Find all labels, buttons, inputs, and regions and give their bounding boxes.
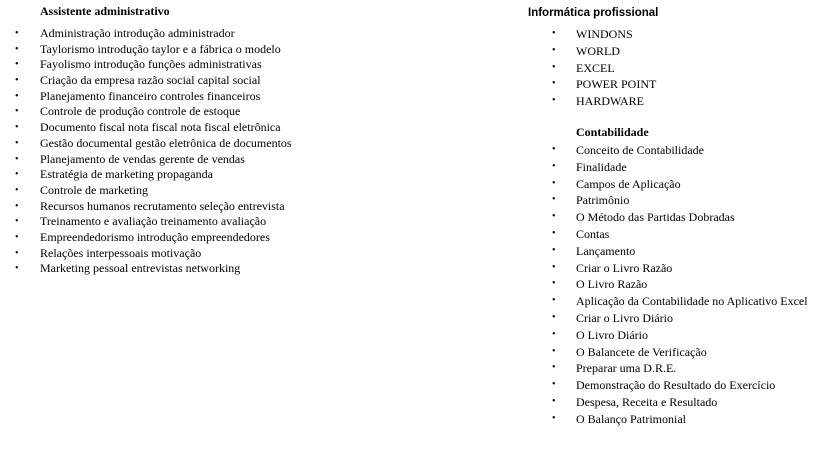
list-item	[528, 76, 656, 93]
list-item-text: Fayolismo introdução funções administrativas	[40, 57, 262, 72]
bullet-icon: •	[552, 311, 556, 323]
list-item-text: Contas	[576, 226, 610, 241]
bullet-icon: •	[15, 28, 19, 39]
bullet-icon: •	[15, 231, 19, 243]
list-item	[528, 192, 808, 209]
section-heading-contabilidade: Contabilidade	[576, 125, 649, 139]
list-item-text: Conceito de Contabilidade	[576, 143, 704, 157]
list-item	[0, 104, 292, 120]
list-item	[0, 230, 292, 246]
list-item	[0, 199, 292, 215]
list-item	[528, 360, 808, 377]
list-item-text: O Método das Partidas Dobradas	[576, 210, 735, 225]
list-item	[528, 209, 808, 226]
list-item-text: Administração introdução administrador	[40, 26, 235, 40]
contabilidade-list	[528, 142, 808, 428]
list-item-text: Controle de produção controle de estoque	[40, 104, 241, 119]
list-item	[528, 276, 808, 293]
list-item	[0, 42, 292, 58]
bullet-icon: •	[552, 362, 556, 374]
list-item-text: Criar o Livro Razão	[576, 260, 673, 275]
bullet-icon: •	[552, 78, 556, 90]
list-item	[528, 327, 808, 344]
bullet-icon: •	[15, 75, 19, 87]
list-item-text: Demonstração do Resultado do Exercício	[576, 378, 776, 393]
list-item-text: Treinamento e avaliação treinamento avaliação	[40, 214, 267, 229]
list-item	[0, 57, 292, 73]
bullet-icon: •	[15, 247, 19, 259]
bullet-icon: •	[15, 263, 19, 275]
list-item-text: Empreendedorismo introdução empreendedores	[40, 229, 270, 244]
list-item	[528, 93, 656, 110]
bullet-icon: •	[552, 44, 556, 56]
list-item	[0, 167, 292, 183]
list-item	[528, 293, 808, 310]
list-item-text: Aplicação da Contabilidade no Aplicativo Excel	[576, 294, 808, 309]
list-item	[0, 152, 292, 168]
bullet-icon: •	[552, 345, 556, 357]
bullet-icon: •	[552, 261, 556, 273]
list-item-text: Finalidade	[576, 159, 627, 174]
bullet-icon: •	[15, 169, 19, 181]
bullet-icon: •	[552, 395, 556, 407]
bullet-icon: •	[552, 177, 556, 189]
bullet-icon: •	[552, 144, 556, 155]
list-item	[528, 43, 656, 60]
bullet-icon: •	[15, 90, 19, 102]
list-item	[0, 214, 292, 230]
list-item	[0, 26, 292, 42]
bullet-icon: •	[15, 122, 19, 134]
list-item	[528, 243, 808, 260]
bullet-icon: •	[552, 211, 556, 223]
list-item-text: Gestão documental gestão eletrônica de documentos	[40, 135, 292, 150]
list-item	[528, 142, 808, 159]
bullet-icon: •	[15, 137, 19, 149]
list-item	[0, 246, 292, 262]
list-item-text: Criação da empresa razão social capital social	[40, 73, 261, 88]
list-item-text: Preparar uma D.R.E.	[576, 361, 677, 376]
list-item-text: Taylorismo introdução taylor e a fábrica o modelo	[40, 41, 281, 56]
list-item	[0, 261, 292, 277]
bullet-icon: •	[552, 278, 556, 290]
list-item-text: Controle de marketing	[40, 182, 148, 197]
list-item-text: Patrimônio	[576, 193, 630, 208]
list-item-text: O Balancete de Verificação	[576, 344, 707, 359]
bullet-icon: •	[15, 43, 19, 55]
list-item-text: Recursos humanos recrutamento seleção entrevista	[40, 198, 285, 213]
list-item-text: Lançamento	[576, 243, 636, 258]
assistente-list	[0, 26, 292, 277]
list-item	[528, 159, 808, 176]
list-item	[528, 377, 808, 394]
bullet-icon: •	[15, 153, 19, 165]
list-item-text: O Livro Razão	[576, 277, 648, 292]
list-item-text: Planejamento de vendas gerente de vendas	[40, 151, 245, 166]
list-item-text: Planejamento financeiro controles financeiros	[40, 88, 261, 103]
list-item	[528, 411, 808, 428]
list-item-text: Documento fiscal nota fiscal nota fiscal eletrônica	[40, 120, 281, 135]
list-item-text: Estratégia de marketing propaganda	[40, 167, 213, 182]
list-item-text: EXCEL	[576, 60, 615, 75]
list-item-text: POWER POINT	[576, 77, 657, 92]
list-item	[0, 89, 292, 105]
bullet-icon: •	[552, 295, 556, 307]
bullet-icon: •	[15, 200, 19, 212]
bullet-icon: •	[552, 61, 556, 73]
list-item	[528, 310, 808, 327]
list-item-text: Criar o Livro Diário	[576, 310, 673, 325]
list-item-text: O Balanço Patrimonial	[576, 411, 686, 426]
bullet-icon: •	[552, 379, 556, 391]
bullet-icon: •	[552, 194, 556, 206]
list-item	[0, 136, 292, 152]
list-item	[528, 226, 808, 243]
list-item	[528, 26, 656, 43]
list-item-text: Marketing pessoal entrevistas networking	[40, 261, 241, 276]
bullet-icon: •	[15, 106, 19, 118]
list-item-text: Despesa, Receita e Resultado	[576, 394, 718, 409]
bullet-icon: •	[552, 28, 556, 39]
list-item-text: HARDWARE	[576, 94, 644, 109]
bullet-icon: •	[552, 160, 556, 172]
list-item-text: WORLD	[576, 43, 620, 58]
bullet-icon: •	[15, 184, 19, 196]
list-item-text: Campos de Aplicação	[576, 176, 681, 191]
bullet-icon: •	[552, 244, 556, 256]
bullet-icon: •	[15, 216, 19, 228]
list-item-text: WINDONS	[576, 27, 633, 41]
bullet-icon: •	[552, 95, 556, 107]
list-item	[0, 183, 292, 199]
bullet-icon: •	[552, 328, 556, 340]
list-item	[528, 394, 808, 411]
bullet-icon: •	[15, 59, 19, 71]
section-heading-informatica: Informática profissional	[528, 7, 659, 19]
list-item	[528, 176, 808, 193]
list-item	[528, 60, 656, 77]
section-heading-assistente: Assistente administrativo	[40, 4, 170, 18]
list-item-text: O Livro Diário	[576, 327, 648, 342]
list-item	[0, 120, 292, 136]
list-item	[528, 344, 808, 361]
informatica-list	[528, 26, 656, 110]
list-item	[0, 73, 292, 89]
bullet-icon: •	[552, 227, 556, 239]
list-item-text: Relações interpessoais motivação	[40, 245, 202, 260]
bullet-icon: •	[552, 412, 556, 424]
list-item	[528, 260, 808, 277]
